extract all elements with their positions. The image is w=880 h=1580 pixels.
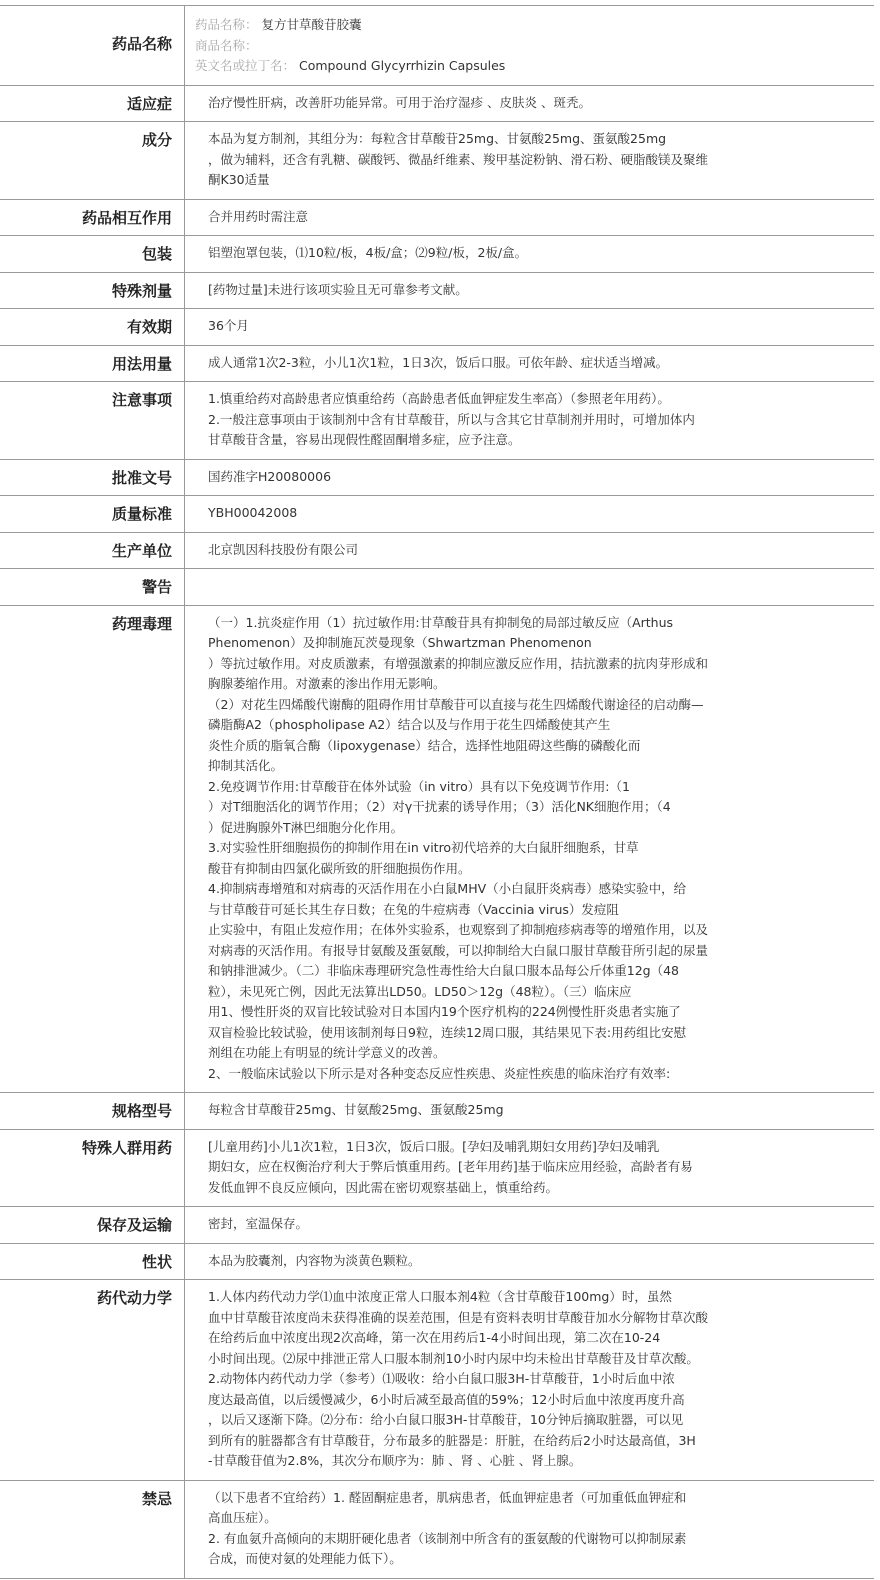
table-row — [0, 569, 874, 606]
row-text-line: 2.动物体内药代动力学（参考）⑴吸收：给小白鼠口服3H-甘草酸苷，1小时后血中浓 — [208, 1371, 675, 1386]
row-text-line: 止实验中，有阻止发痘作用；在体外实验系，也观察到了抑制疱疹病毒等的增殖作用，以及 — [208, 922, 709, 937]
table-row-drug-name — [0, 6, 874, 86]
row-value — [185, 6, 874, 85]
row-text-line: 双盲检验比较试验，使用该制剂每日9粒，连续12周口服，其结果见下表:用药组比安慰 — [208, 1024, 687, 1040]
row-text-line: 高血压症）。 — [208, 1510, 277, 1525]
row-value — [185, 273, 874, 309]
row-text-line: 小时间出现。⑵尿中排泄正常人口服本制剂10小时内尿中均未检出甘草酸苷及甘草次酸。 — [208, 1350, 699, 1366]
row-text-line: 度达最高值，以后缓慢减少，6小时后减至最高值的59%；12小时后血中浓度再度升高 — [208, 1391, 685, 1407]
table-row — [0, 309, 874, 346]
row-value — [185, 236, 874, 272]
row-text-line: 36个月 — [208, 318, 249, 333]
row-text-line: YBH00042008 — [208, 505, 298, 520]
row-text-line: 每粒含甘草酸苷25mg、甘氨酸25mg、蛋氨酸25mg — [208, 1102, 504, 1117]
table-row — [0, 1481, 874, 1579]
row-text-line: 胸腺萎缩作用。对激素的渗出作用无影响。 — [208, 676, 446, 691]
row-label: 性状 — [0, 1244, 185, 1280]
row-text-line: 血中甘草酸苷浓度尚未获得准确的误差范围，但是有资料表明甘草酸苷加水分解物甘草次酸 — [208, 1309, 709, 1325]
generic-name-line — [195, 15, 864, 36]
table-row — [0, 200, 874, 237]
row-label: 注意事项 — [0, 382, 185, 459]
table-row — [0, 382, 874, 460]
row-label: 特殊人群用药 — [0, 1130, 185, 1207]
drug-info-table — [0, 5, 874, 1579]
row-text-line: ，做为辅料，还含有乳糖、碳酸钙、微晶纤维素、羧甲基淀粉钠、滑石粉、硬脂酸镁及聚维 — [208, 151, 709, 167]
table-row — [0, 496, 874, 533]
generic-name-value: 复方甘草酸苷胶囊 — [261, 17, 362, 32]
row-value — [185, 606, 874, 1093]
row-value — [185, 1244, 874, 1280]
row-text-line: 酮K30适量 — [208, 172, 270, 187]
row-label: 药品相互作用 — [0, 200, 185, 236]
row-value — [185, 200, 874, 236]
row-value — [185, 382, 874, 459]
row-label: 禁忌 — [0, 1481, 185, 1578]
row-text-line: 2.免疫调节作用:甘草酸苷在体外试验（in vitro）具有以下免疫调节作用:（1 — [208, 778, 630, 794]
row-text-line: 2、一般临床试验以下所示是对各种变态反应性疾患、炎症性疾患的临床治疗有效率: — [208, 1065, 671, 1081]
row-label: 质量标准 — [0, 496, 185, 532]
row-text-line: 剂组在功能上有明显的统计学意义的改善。 — [208, 1045, 446, 1060]
row-text-line: ）等抗过敏作用。对皮质激素，有增强激素的抑制应激反应作用，拮抗激素的抗肉芽形成和 — [208, 655, 709, 671]
row-label: 特殊剂量 — [0, 273, 185, 309]
english-name-value: Compound Glycyrrhizin Capsules — [299, 58, 506, 73]
table-row — [0, 273, 874, 310]
generic-name-label: 药品名称： — [195, 17, 258, 32]
row-value — [185, 569, 874, 605]
row-label: 成分 — [0, 122, 185, 199]
row-text-line: 合并用药时需注意 — [208, 208, 309, 224]
table-row — [0, 1244, 874, 1281]
table-row — [0, 236, 874, 273]
row-text-line: 国药准字H20080006 — [208, 468, 332, 484]
row-label: 包装 — [0, 236, 185, 272]
row-value — [185, 1481, 874, 1578]
row-label: 警告 — [0, 569, 185, 605]
row-value — [185, 533, 874, 569]
row-text-line: 对病毒的灭活作用。有报导甘氨酸及蛋氨酸，可以抑制给大白鼠口服甘草酸苷所引起的尿量 — [208, 942, 709, 958]
row-text-line: ）对T细胞活化的调节作用；（2）对γ干扰素的诱导作用；（3）活化NK细胞作用；（4 — [208, 799, 671, 814]
row-text-line: 发低血钾不良反应倾向，因此需在密切观察基础上，慎重给药。 — [208, 1179, 559, 1195]
row-label: 用法用量 — [0, 346, 185, 382]
row-label: 药代动力学 — [0, 1280, 185, 1480]
row-label: 有效期 — [0, 309, 185, 345]
row-text-line: 到所有的脏器都含有甘草酸苷，分布最多的脏器是：肝脏，在给药后2小时达最高值，3H — [208, 1432, 696, 1448]
row-text-line: Phenomenon）及抑制施瓦茨曼现象（Shwartzman Phenomenon — [208, 635, 592, 650]
trade-name-label: 商品名称： — [195, 37, 258, 53]
table-row — [0, 346, 874, 383]
table-row — [0, 86, 874, 123]
row-value — [185, 346, 874, 382]
row-text-line: （以下患者不宜给药）1. 醛固酮症患者，肌病患者，低血钾症患者（可加重低血钾症和 — [208, 1489, 687, 1505]
table-row — [0, 606, 874, 1094]
row-label: 药品名称 — [0, 6, 185, 85]
row-label: 药理毒理 — [0, 606, 185, 1093]
row-text-line: 酸苷有抑制由四氯化碳所致的肝细胞损伤作用。 — [208, 860, 471, 876]
row-text-line — [208, 576, 864, 597]
row-text-line: 在给药后血中浓度出现2次高峰，第一次在用药后1-4小时间出现，第二次在10-24 — [208, 1330, 661, 1345]
row-text-line: 炎性介质的脂氧合酶（lipoxygenase）结合，选择性地阻碍这些酶的磷酸化而 — [208, 737, 641, 753]
row-label: 生产单位 — [0, 533, 185, 569]
row-value — [185, 309, 874, 345]
row-text-line: 4.抑制病毒增殖和对病毒的灭活作用在小白鼠MHV（小白鼠肝炎病毒）感染实验中，给 — [208, 881, 687, 896]
row-text-line: 本品为复方制剂，其组分为：每粒含甘草酸苷25mg、甘氨酸25mg、蛋氨酸25mg — [208, 131, 667, 146]
row-text-line: 本品为胶囊剂，内容物为淡黄色颗粒。 — [208, 1252, 421, 1268]
row-text-line: 北京凯因科技股份有限公司 — [208, 541, 359, 557]
row-text-line: ）促进胸腺外T淋巴细胞分化作用。 — [208, 819, 404, 835]
table-row — [0, 122, 874, 200]
row-text-line: 1.人体内药代动力学⑴血中浓度正常人口服本剂4粒（含甘草酸苷100mg）时，虽然 — [208, 1289, 672, 1304]
row-text-line: 合成，而使对氨的处理能力低下）。 — [208, 1551, 402, 1566]
row-text-line: [药物过量]未进行该项实验且无可靠参考文献。 — [208, 281, 468, 297]
table-row — [0, 1093, 874, 1130]
row-text-line: 2.一般注意事项由于该制剂中含有甘草酸苷，所以与含其它甘草制剂并用时，可增加体内 — [208, 411, 695, 427]
row-text-line: 用1、慢性肝炎的双盲比较试验对日本国内19个医疗机构的224例慢性肝炎患者实施了 — [208, 1004, 681, 1019]
row-value — [185, 1130, 874, 1207]
row-text-line: 和钠排泄减少。（二）非临床毒理研究急性毒性给大白鼠口服本品每公斤体重12g（48 — [208, 963, 679, 978]
table-row — [0, 1207, 874, 1244]
row-text-line: 成人通常1次2-3粒，小儿1次1粒，1日3次，饭后口服。可依年龄、症状适当增减。 — [208, 354, 669, 370]
row-label: 批准文号 — [0, 460, 185, 496]
trade-name-line — [195, 36, 864, 57]
row-text-line: [儿童用药]小儿1次1粒，1日3次，饭后口服。[孕妇及哺乳期妇女用药]孕妇及哺乳 — [208, 1138, 660, 1154]
row-label: 适应症 — [0, 86, 185, 122]
row-text-line: 粒），未见死亡例，因此无法算出LD50。LD50＞12g（48粒）。（三）临床应 — [208, 983, 632, 999]
row-text-line: （2）对花生四烯酸代谢酶的阻碍作用甘草酸苷可以直接与花生四烯酸代谢途径的启动酶— — [208, 696, 704, 712]
english-name-line — [195, 56, 864, 77]
row-label: 规格型号 — [0, 1093, 185, 1129]
row-text-line: 2. 有血氨升高倾向的末期肝硬化患者（该制剂中所含有的蛋氨酸的代谢物可以抑制尿素 — [208, 1530, 687, 1546]
row-text-line: 期妇女，应在权衡治疗利大于弊后慎重用药。[老年用药]基于临床应用经验，高龄者有易 — [208, 1159, 693, 1174]
row-text-line: 与甘草酸苷可延长其生存日数；在兔的牛痘病毒（Vaccinia virus）发痘阻 — [208, 901, 619, 917]
row-text-line: 抑制其活化。 — [208, 758, 284, 773]
row-value — [185, 1280, 874, 1480]
row-value — [185, 1093, 874, 1129]
english-name-label: 英文名或拉丁名： — [195, 58, 296, 73]
row-label: 保存及运输 — [0, 1207, 185, 1243]
table-row — [0, 1280, 874, 1481]
row-text-line: 甘草酸苷含量，容易出现假性醛固酮增多症，应予注意。 — [208, 432, 521, 447]
table-row — [0, 460, 874, 497]
row-value — [185, 86, 874, 122]
row-text-line: 3.对实验性肝细胞损伤的抑制作用在in vitro初代培养的大白鼠肝细胞系，甘草 — [208, 840, 639, 855]
row-value — [185, 122, 874, 199]
row-text-line: 1.慎重给药对高龄患者应慎重给药（高龄患者低血钾症发生率高）（参照老年用药）。 — [208, 391, 670, 406]
table-row — [0, 533, 874, 570]
row-value — [185, 460, 874, 496]
row-text-line: 密封，室温保存。 — [208, 1216, 309, 1231]
row-text-line: -甘草酸苷值为2.8%，其次分布顺序为：肺 、肾 、心脏 、肾上腺。 — [208, 1453, 582, 1468]
row-value — [185, 496, 874, 532]
row-text-line: 铝塑泡罩包装，⑴10粒/板，4板/盒；⑵9粒/板，2板/盒。 — [208, 245, 528, 260]
row-text-line: 治疗慢性肝病，改善肝功能异常。可用于治疗湿疹 、皮肤炎 、斑秃。 — [208, 94, 591, 110]
row-value — [185, 1207, 874, 1243]
row-text-line: 磷脂酶A2（phospholipase A2）结合以及与作用于花生四烯酸使其产生 — [208, 717, 611, 732]
table-row — [0, 1130, 874, 1208]
row-text-line: （一）1.抗炎症作用（1）抗过敏作用:甘草酸苷具有抑制兔的局部过敏反应（Arthus — [208, 614, 674, 630]
row-text-line: ，以后又逐渐下降。⑵分布：给小白鼠口服3H-甘草酸苷，10分钟后摘取脏器，可以见 — [208, 1412, 684, 1427]
